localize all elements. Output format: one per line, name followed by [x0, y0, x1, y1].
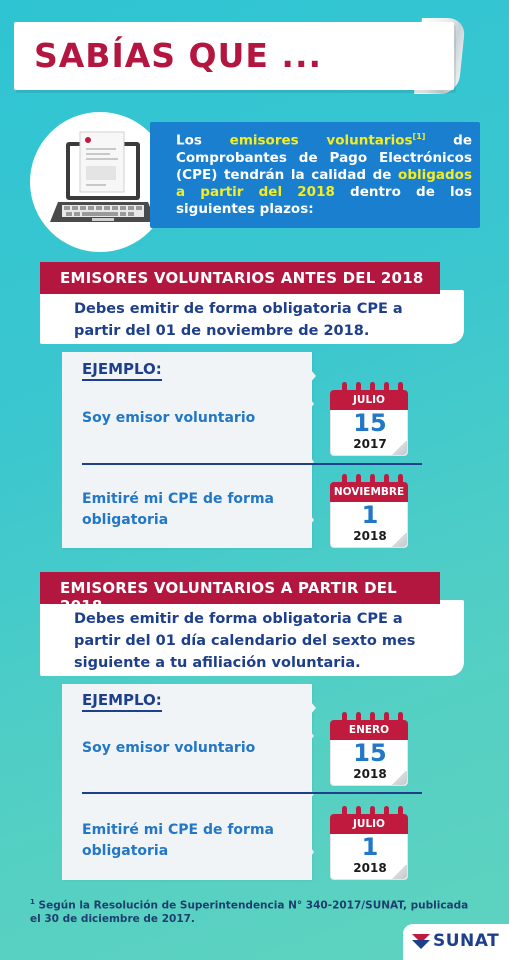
laptop-illustration [30, 112, 170, 252]
sunat-logo-icon [410, 930, 432, 952]
calendar-body [330, 410, 408, 456]
calendar-ring [356, 474, 361, 486]
calendar-ring [356, 382, 361, 394]
sunat-logo[interactable]: SUNAT [433, 931, 500, 951]
footnote-ref: [1] [412, 132, 426, 141]
section-1-row-2-text: Emitiré mi CPE de forma obligatoria [82, 491, 274, 528]
intro-highlight-2: obligados a partir del 2018 [176, 166, 472, 200]
calendar-day: 1 [361, 833, 379, 861]
calendar-ring [370, 806, 375, 818]
calendar-ring [398, 382, 403, 394]
calendar-day: 1 [361, 501, 379, 529]
section-2-divider [82, 792, 422, 794]
calendar-body [330, 502, 408, 548]
section-2-body: Debes emitir de forma obligatoria CPE a partir del 01 día calendario del sexto mes siguiente a tu afiliación voluntaria. [74, 611, 416, 671]
calendar-ring [384, 806, 389, 818]
calendar-ring [342, 712, 347, 724]
calendar-ring [342, 474, 347, 486]
calendar-ring [384, 712, 389, 724]
calendar-page-curl [391, 865, 407, 879]
calendar-icon [330, 712, 408, 786]
intro-box [150, 122, 480, 228]
section-1-divider [82, 463, 422, 465]
paper-torn-edge [290, 684, 330, 880]
section-1-body: Debes emitir de forma obligatoria CPE a partir del 01 de noviembre de 2018. [74, 301, 403, 339]
calendar-page-curl [391, 771, 407, 785]
intro-text-1: Los [176, 132, 230, 149]
section-2-box [40, 600, 464, 676]
calendar-ring [370, 712, 375, 724]
calendar-body [330, 740, 408, 786]
calendar-ring [342, 806, 347, 818]
calendar-ring [370, 382, 375, 394]
calendar-year: 2017 [353, 437, 387, 451]
section-2-example-label: EJEMPLO: [82, 690, 162, 709]
footnote-mark: 1 [30, 898, 35, 906]
calendar-page-curl [391, 441, 407, 455]
intro-text-2: de Comprobantes de Pago Electrónicos (CPE) tendrán la calidad de [176, 132, 472, 183]
section-1-header: EMISORES VOLUNTARIOS ANTES DEL 2018 [40, 262, 440, 294]
calendar-ring [384, 474, 389, 486]
calendar-ring [384, 382, 389, 394]
calendar-icon [330, 806, 408, 880]
footnote-text: Según la Resolución de Superintendencia N° 340-2017/SUNAT, publicada el 30 de diciembre de 2017. [30, 899, 469, 925]
calendar-icon [330, 474, 408, 548]
calendar-ring [342, 382, 347, 394]
footnote [30, 896, 480, 926]
section-2-row-1-text: Soy emisor voluntario [82, 740, 256, 756]
intro-highlight-1: emisores voluntarios [229, 132, 413, 149]
calendar-month: JULIO [330, 390, 408, 410]
calendar-ring [356, 712, 361, 724]
calendar-ring [356, 806, 361, 818]
calendar-year: 2018 [353, 767, 387, 781]
section-1-box [40, 290, 464, 344]
section-1-row-1-text: Soy emisor voluntario [82, 410, 256, 426]
section-2-row-2-text: Emitiré mi CPE de forma obligatoria [82, 822, 274, 859]
calendar-ring [398, 712, 403, 724]
calendar-icon [330, 382, 408, 456]
paper-torn-edge [290, 352, 330, 548]
calendar-day: 15 [353, 739, 387, 767]
calendar-year: 2018 [353, 529, 387, 543]
calendar-month: ENERO [330, 720, 408, 740]
calendar-ring [370, 474, 375, 486]
section-2-header: EMISORES VOLUNTARIOS A PARTIR DEL 2018 [40, 572, 440, 604]
calendar-day: 15 [353, 409, 387, 437]
calendar-month: JULIO [330, 814, 408, 834]
calendar-ring [398, 806, 403, 818]
section-1-example-label: EJEMPLO: [82, 359, 162, 378]
page-title: SABÍAS QUE ... [34, 36, 323, 75]
calendar-body [330, 834, 408, 880]
calendar-ring [398, 474, 403, 486]
intro-text-3: dentro de los siguientes plazos: [176, 183, 472, 217]
calendar-month: NOVIEMBRE [330, 482, 408, 502]
calendar-year: 2018 [353, 861, 387, 875]
calendar-page-curl [391, 533, 407, 547]
